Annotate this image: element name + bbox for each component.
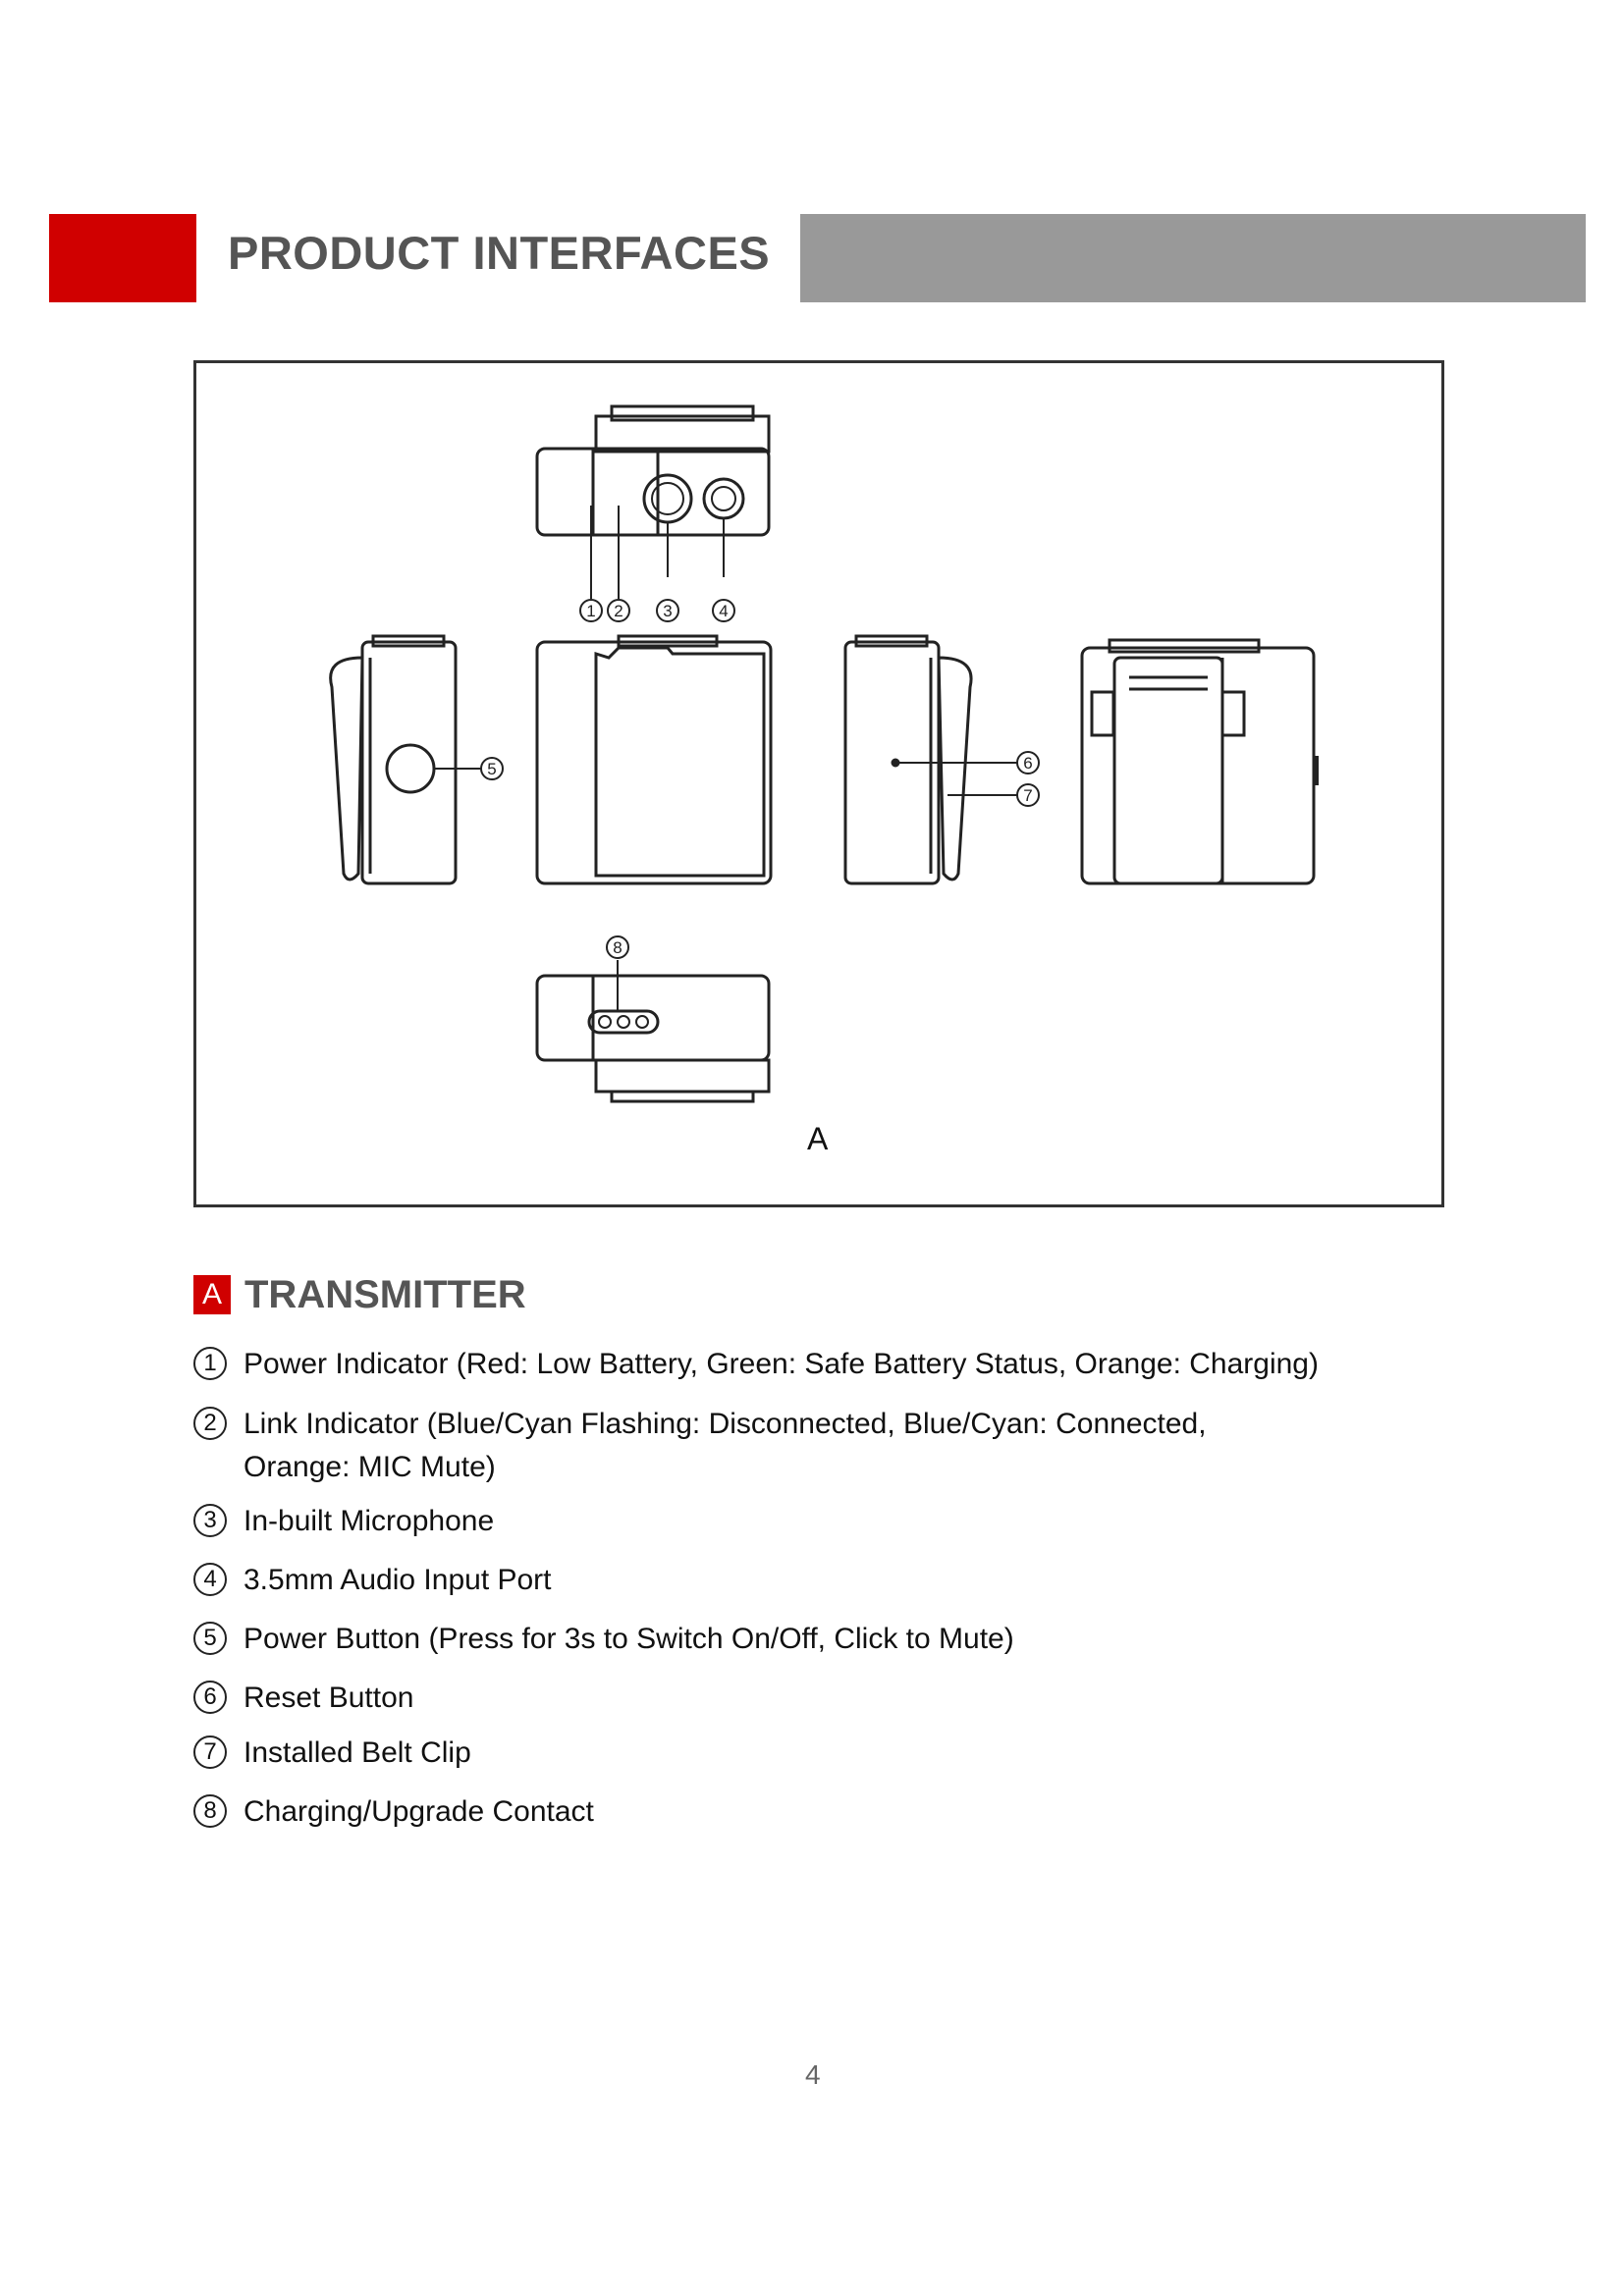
header-gray-bar — [800, 214, 1586, 302]
left-side-view — [331, 636, 481, 883]
svg-text:8: 8 — [613, 938, 623, 957]
item-text: Power Indicator (Red: Low Battery, Green: Safe Battery Status, Orange: Charging) — [244, 1348, 1319, 1380]
item-number: 1 — [193, 1347, 227, 1380]
item-text: Installed Belt Clip — [244, 1736, 471, 1769]
item-text: In-built Microphone — [244, 1505, 495, 1537]
item-number: 8 — [193, 1794, 227, 1828]
list-item — [193, 1790, 594, 1834]
transmitter-diagram — [196, 363, 1441, 1204]
section-badge: A — [193, 1275, 231, 1314]
callout-5 — [481, 758, 503, 779]
front-view — [537, 636, 771, 883]
item-text: Charging/Upgrade Contact — [244, 1795, 594, 1828]
callout-8 — [607, 936, 628, 958]
list-item — [193, 1500, 494, 1543]
item-text-continued: Orange: MIC Mute) — [244, 1451, 496, 1483]
callout-1 — [580, 600, 602, 621]
list-item — [193, 1559, 552, 1602]
list-item — [193, 1732, 471, 1775]
item-text: Reset Button — [244, 1682, 414, 1714]
svg-text:4: 4 — [719, 602, 729, 620]
item-number: 6 — [193, 1681, 227, 1714]
callout-2 — [608, 600, 629, 621]
section-heading — [193, 1273, 526, 1316]
page-title: PRODUCT INTERFACES — [228, 227, 771, 279]
right-side-view — [845, 636, 1017, 883]
svg-text:6: 6 — [1023, 754, 1033, 773]
item-number: 3 — [193, 1504, 227, 1537]
item-number: 4 — [193, 1563, 227, 1596]
svg-text:3: 3 — [663, 602, 673, 620]
svg-text:2: 2 — [614, 602, 623, 620]
item-text: 3.5mm Audio Input Port — [244, 1564, 552, 1596]
callout-7 — [1017, 784, 1039, 806]
item-text-block — [244, 1403, 1207, 1489]
svg-text:1: 1 — [586, 602, 596, 620]
section-title: TRANSMITTER — [244, 1272, 526, 1316]
list-item — [193, 1343, 1319, 1386]
svg-text:5: 5 — [487, 760, 497, 778]
list-item — [193, 1618, 1014, 1661]
item-text: Power Button (Press for 3s to Switch On/Off, Click to Mute) — [244, 1623, 1014, 1655]
item-number: 5 — [193, 1622, 227, 1655]
top-view — [537, 406, 769, 599]
item-text: Link Indicator (Blue/Cyan Flashing: Disconnected, Blue/Cyan: Connected, — [244, 1408, 1207, 1440]
header-red-block — [49, 214, 196, 302]
bottom-view — [537, 960, 769, 1101]
svg-text:7: 7 — [1023, 786, 1033, 805]
list-item — [193, 1677, 413, 1720]
callout-4 — [713, 600, 734, 621]
item-number: 7 — [193, 1735, 227, 1769]
list-item — [193, 1403, 1207, 1489]
page-number: 4 — [805, 2059, 821, 2090]
figure-label: A — [807, 1121, 829, 1156]
product-diagram-frame — [193, 360, 1444, 1207]
callout-6 — [1017, 752, 1039, 774]
item-number: 2 — [193, 1407, 227, 1440]
callout-3 — [657, 600, 678, 621]
back-view — [1082, 640, 1316, 883]
